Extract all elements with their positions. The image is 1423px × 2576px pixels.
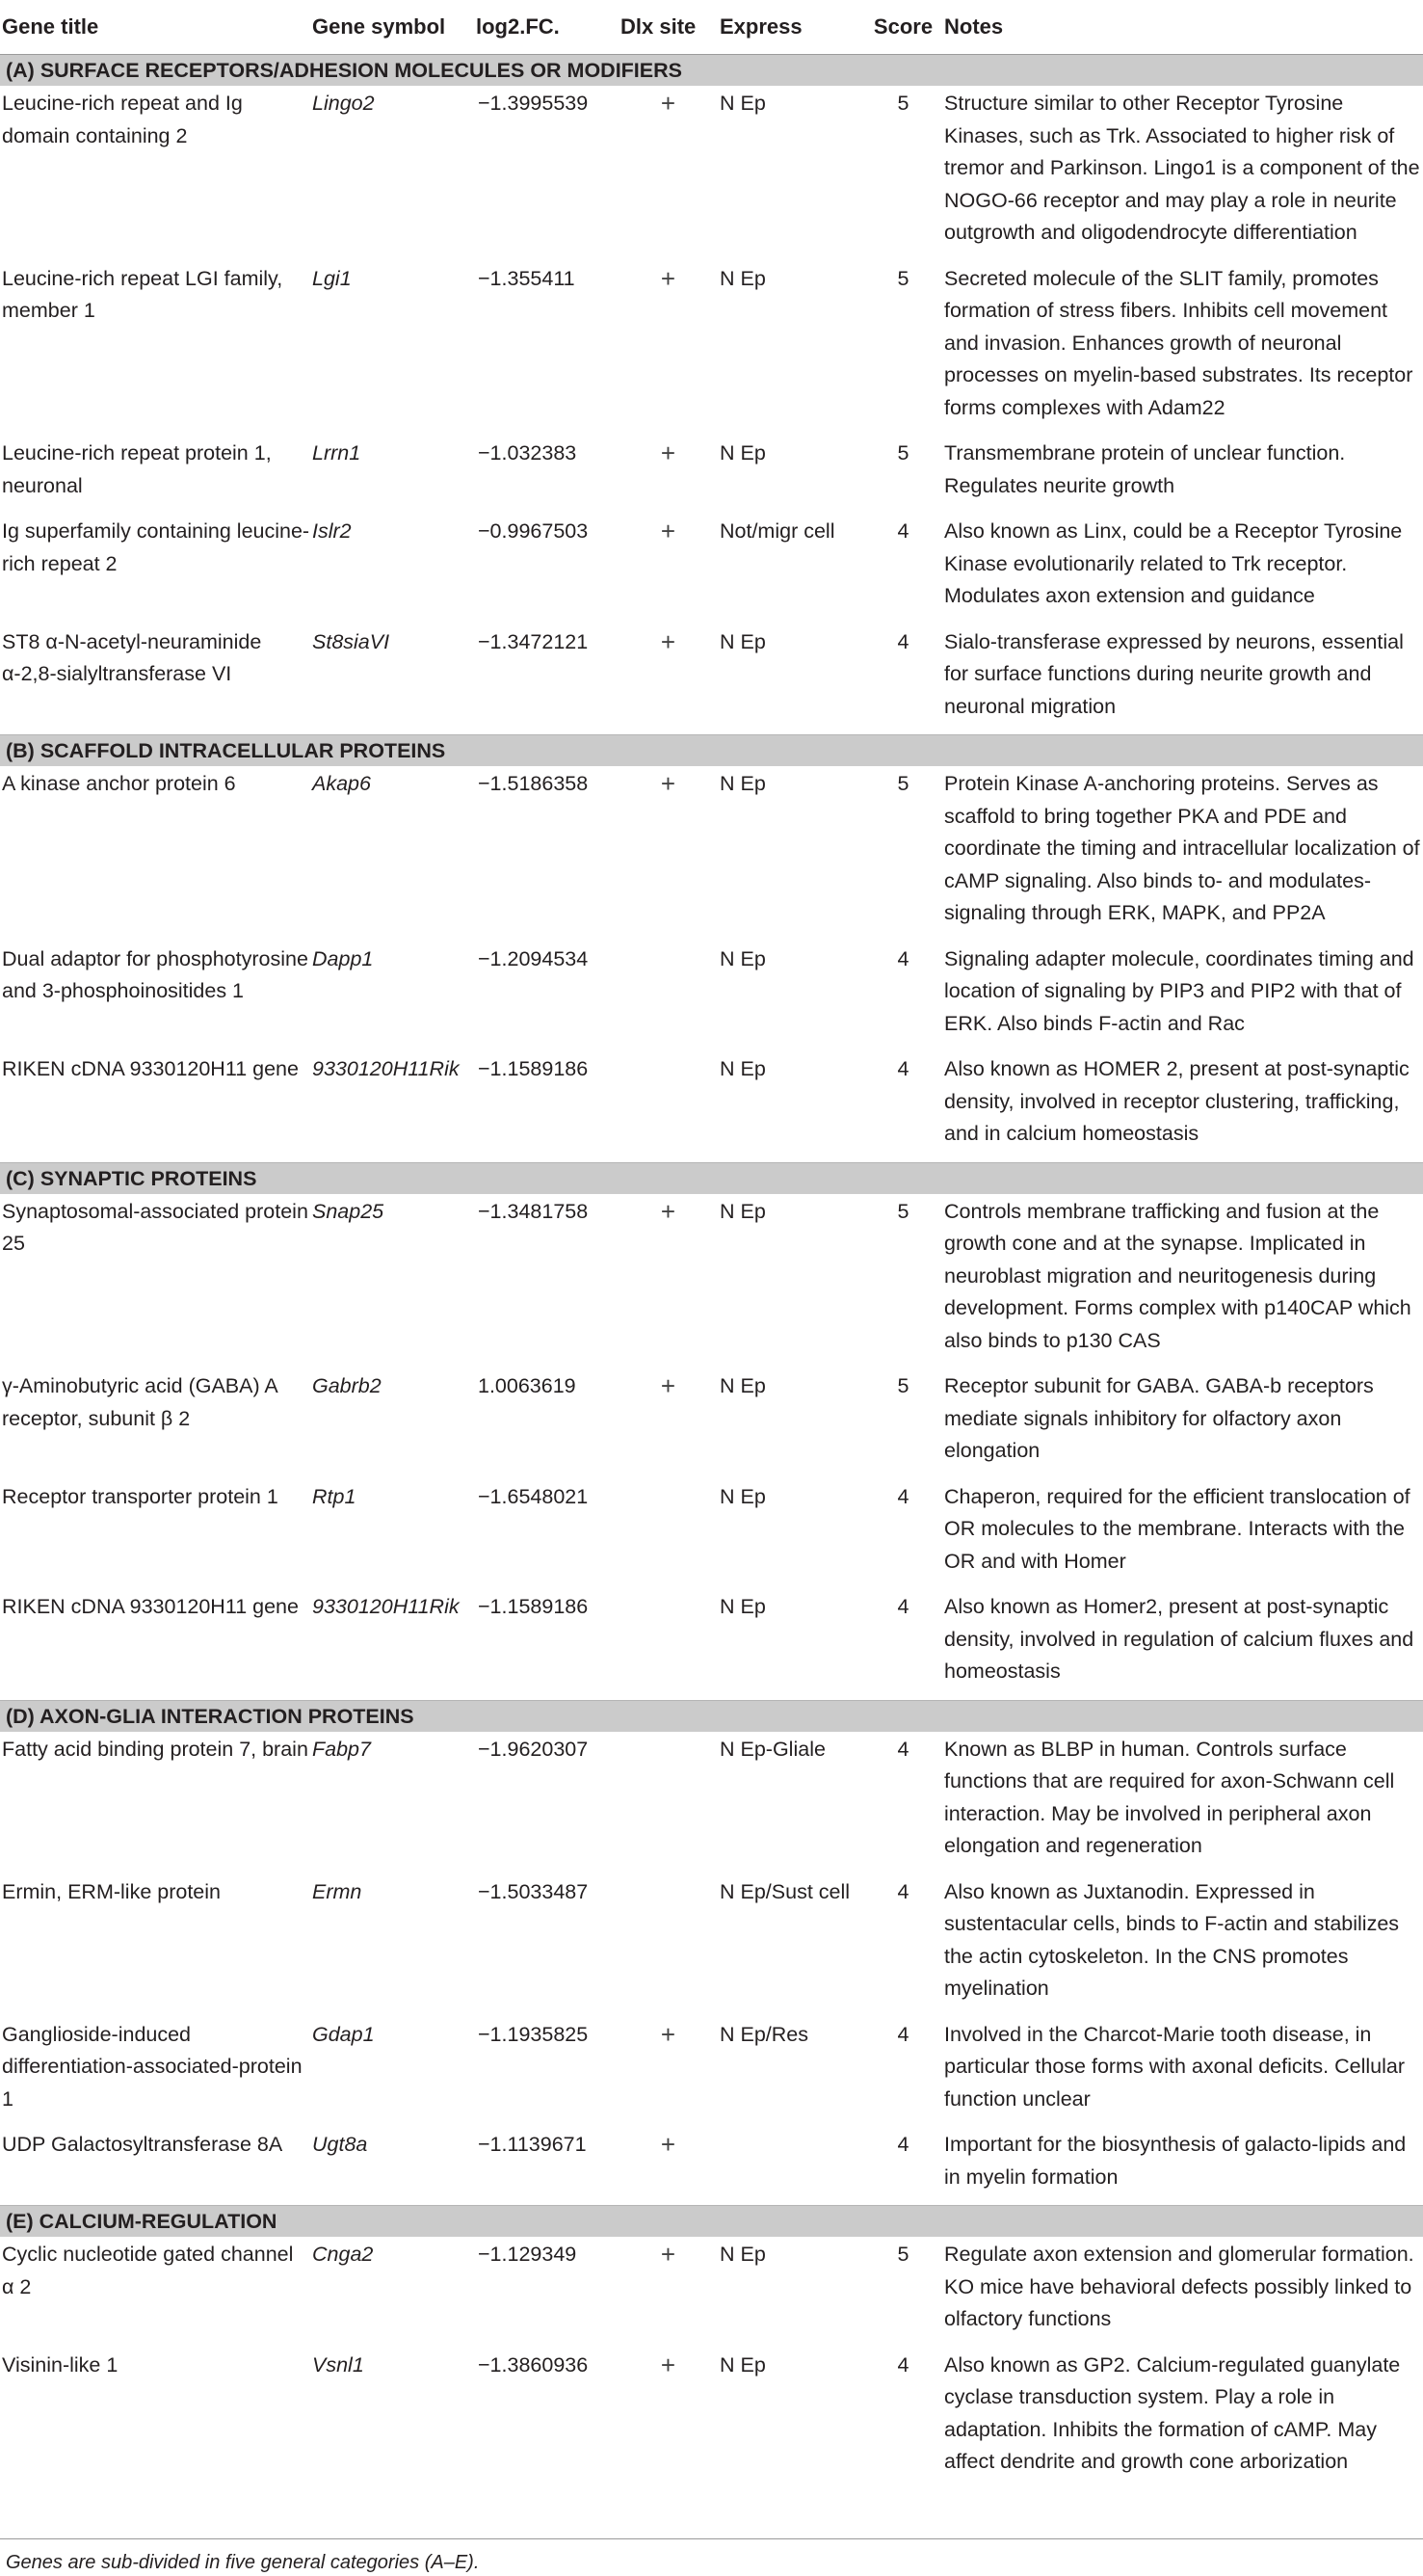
log2fc-cell: −1.9620307 (478, 1737, 589, 1761)
gene-symbol-cell: Akap6 (312, 772, 371, 795)
header-log2fc: log2.FC. (474, 0, 617, 55)
gene-symbol-cell: Ermn (312, 1879, 362, 1903)
gene-title-cell: Fatty acid binding protein 7, brain (2, 1737, 308, 1761)
header-dlx-site: Dlx site (617, 0, 718, 55)
express-cell: N Ep (720, 2243, 766, 2266)
score-cell: 4 (897, 1595, 909, 1618)
table-row (0, 1874, 1423, 2017)
table-row (0, 2017, 1423, 2128)
section-title: (A) SURFACE RECEPTORS/ADHESION MOLECULES OR MODIFIERS (0, 55, 1423, 87)
express-cell: N Ep (720, 1484, 766, 1508)
header-row (0, 0, 1423, 55)
header-gene-symbol: Gene symbol (310, 0, 474, 55)
table-row (0, 624, 1423, 735)
score-cell: 4 (897, 2022, 909, 2046)
header-gene-title: Gene title (0, 0, 310, 55)
table-row (0, 1051, 1423, 1162)
score-cell: 4 (897, 2352, 909, 2377)
notes-cell: Receptor subunit for GABA. GABA-b receptors mediate signals inhibitory for olfactory axon elongation (944, 1374, 1374, 1462)
score-cell: 5 (897, 441, 909, 465)
gene-title-cell: Leucine-rich repeat and Ig domain containing 2 (2, 92, 243, 147)
express-cell (718, 2127, 862, 2206)
score-cell: 4 (897, 1737, 909, 1761)
score-cell: 4 (897, 946, 909, 970)
log2fc-cell: −1.3995539 (478, 92, 589, 115)
dlx-site-cell: + (660, 89, 676, 118)
express-cell: N Ep/Res (720, 2022, 809, 2046)
log2fc-cell: 1.0063619 (478, 1374, 576, 1397)
dlx-site-cell: + (660, 769, 676, 798)
table-row (0, 1194, 1423, 1369)
express-cell: N Ep (720, 772, 766, 795)
express-cell: N Ep/Sust cell (720, 1879, 851, 1903)
log2fc-cell: −1.355411 (478, 266, 575, 290)
table-row (0, 436, 1423, 514)
notes-cell: Regulate axon extension and glomerular formation. KO mice have behavioral defects possibly linked to olfactory functions (944, 2243, 1414, 2330)
gene-symbol-cell: 9330120H11Rik (312, 1057, 460, 1080)
dlx-site-cell: + (660, 517, 676, 545)
express-cell: N Ep (720, 1595, 766, 1618)
dlx-site-cell: + (660, 2350, 676, 2379)
log2fc-cell: −1.032383 (478, 441, 577, 465)
log2fc-cell: −1.5033487 (478, 1879, 589, 1903)
log2fc-cell: −1.6548021 (478, 1484, 589, 1508)
notes-cell: Also known as Linx, could be a Receptor Tyrosine Kinase evolutionarily related to Trk receptor. Modulates axon extension and guidance (944, 519, 1403, 607)
gene-title-cell: Ganglioside-induced differentiation-associated-protein 1 (2, 2022, 303, 2111)
gene-title-cell: Synaptosomal-associated protein 25 (2, 1199, 308, 1255)
gene-symbol-cell: Dapp1 (312, 946, 374, 970)
express-cell: N Ep (720, 2352, 766, 2377)
score-cell: 4 (897, 1057, 909, 1080)
gene-symbol-cell: Islr2 (312, 519, 352, 543)
gene-symbol-cell: Fabp7 (312, 1737, 371, 1761)
dlx-site-cell (617, 942, 718, 1052)
table-row (0, 2348, 1423, 2490)
gene-title-cell: Leucine-rich repeat protein 1, neuronal (2, 441, 272, 497)
table-row (0, 1479, 1423, 1590)
log2fc-cell: −1.1935825 (478, 2022, 589, 2046)
gene-title-cell: Leucine-rich repeat LGI family, member 1 (2, 266, 283, 322)
section-header-row (0, 1162, 1423, 1194)
score-cell: 5 (897, 772, 909, 795)
express-cell: N Ep-Gliale (720, 1737, 826, 1761)
express-cell: N Ep (720, 266, 766, 290)
notes-cell: Protein Kinase A-anchoring proteins. Serves as scaffold to bring together PKA and PDE and coordinate the timing and intracellular localization of cAMP signaling. Also binds to- and modulates-signaling through ERK, MAPK, and PP2A (944, 772, 1420, 924)
table-row (0, 261, 1423, 437)
gene-title-cell: γ-Aminobutyric acid (GABA) A receptor, subunit β 2 (2, 1374, 277, 1430)
dlx-site-cell: + (660, 2019, 676, 2049)
dlx-site-cell (617, 1479, 718, 1590)
dlx-site-cell: + (660, 626, 676, 656)
notes-cell: Also known as Homer2, present at post-synaptic density, involved in regulation of calcium fluxes and homeostasis (944, 1595, 1414, 1683)
header-notes: Notes (942, 0, 1423, 55)
notes-cell: Chaperon, required for the efficient translocation of OR molecules to the membrane. Interacts with the OR and with Homer (944, 1484, 1410, 1573)
score-cell: 5 (897, 1374, 909, 1397)
gene-title-cell: RIKEN cDNA 9330120H11 gene (2, 1057, 299, 1080)
section-title: (B) SCAFFOLD INTRACELLULAR PROTEINS (0, 735, 1423, 767)
notes-cell: Known as BLBP in human. Controls surface functions that are required for axon-Schwann cell interaction. May be involved in peripheral axon elongation and regeneration (944, 1737, 1395, 1857)
log2fc-cell: −1.129349 (478, 2243, 577, 2266)
gene-title-cell: Dual adaptor for phosphotyrosine and 3-phosphoinositides 1 (2, 946, 308, 1002)
section-header-row (0, 55, 1423, 87)
table-row (0, 514, 1423, 624)
gene-symbol-cell: Rtp1 (312, 1484, 356, 1508)
score-cell: 4 (897, 519, 909, 543)
section-header-row (0, 2206, 1423, 2238)
gene-title-cell: ST8 α-N-acetyl-neuraminide α-2,8-sialyltransferase VI (2, 629, 262, 685)
gene-title-cell: Visinin-like 1 (2, 2352, 119, 2377)
gene-title-cell: Ermin, ERM-like protein (2, 1879, 221, 1903)
score-cell: 5 (897, 1199, 909, 1223)
score-cell: 5 (897, 92, 909, 115)
gene-symbol-cell: 9330120H11Rik (312, 1595, 460, 1618)
notes-cell: Also known as Juxtanodin. Expressed in sustentacular cells, binds to F-actin and stabilizes the actin cytoskeleton. In the CNS promotes myelination (944, 1879, 1400, 2000)
gene-symbol-cell: Snap25 (312, 1199, 384, 1223)
gene-symbol-cell: Lgi1 (312, 266, 352, 290)
footer-rule (0, 2538, 1423, 2539)
gene-symbol-cell: Lrrn1 (312, 441, 361, 465)
express-cell: N Ep (720, 92, 766, 115)
express-cell: N Ep (720, 629, 766, 653)
score-cell: 4 (897, 1484, 909, 1508)
gene-symbol-cell: Gdap1 (312, 2022, 375, 2046)
gene-title-cell: Receptor transporter protein 1 (2, 1484, 278, 1508)
gene-symbol-cell: Vsnl1 (312, 2352, 364, 2377)
score-cell: 4 (897, 1879, 909, 1903)
log2fc-cell: −1.5186358 (478, 772, 589, 795)
table-row (0, 942, 1423, 1052)
notes-cell: Signaling adapter molecule, coordinates timing and location of signaling by PIP3 and PIP2 with that of ERK. Also binds F-actin and Rac (944, 946, 1414, 1035)
score-cell: 4 (897, 629, 909, 653)
log2fc-cell: −1.1589186 (478, 1057, 589, 1080)
section-header-row (0, 1700, 1423, 1732)
dlx-site-cell (617, 1732, 718, 1874)
score-cell: 4 (897, 2133, 909, 2156)
notes-cell: Involved in the Charcot-Marie tooth disease, in particular those forms with axonal deficits. Cellular function unclear (944, 2022, 1405, 2111)
dlx-site-cell: + (660, 2240, 676, 2269)
log2fc-cell: −1.1139671 (478, 2133, 587, 2156)
dlx-site-cell: + (660, 263, 676, 293)
section-title: (E) CALCIUM-REGULATION (0, 2206, 1423, 2238)
table-row (0, 2237, 1423, 2348)
log2fc-cell: −0.9967503 (478, 519, 589, 543)
table-row (0, 2127, 1423, 2206)
score-cell: 5 (897, 266, 909, 290)
notes-cell: Important for the biosynthesis of galacto-lipids and in myelin formation (944, 2133, 1407, 2189)
notes-cell: Structure similar to other Receptor Tyrosine Kinases, such as Trk. Associated to higher risk of tremor and Parkinson. Lingo1 is a component of the NOGO-66 receptor and may play a role in neurite outgrowth and oligodendrocyte differentiation (944, 92, 1420, 244)
notes-cell: Also known as GP2. Calcium-regulated guanylate cyclase transduction system. Play a role in adaptation. Inhibits the formation of cAMP. May affect dendrite and growth cone arborization (944, 2352, 1401, 2473)
dlx-site-cell: + (660, 2130, 676, 2159)
log2fc-cell: −1.3481758 (478, 1199, 589, 1223)
log2fc-cell: −1.1589186 (478, 1595, 589, 1618)
gene-symbol-cell: Cnga2 (312, 2243, 374, 2266)
express-cell: N Ep (720, 1057, 766, 1080)
table-row (0, 86, 1423, 261)
log2fc-cell: −1.3860936 (478, 2352, 589, 2377)
log2fc-cell: −1.2094534 (478, 946, 589, 970)
section-title: (D) AXON-GLIA INTERACTION PROTEINS (0, 1700, 1423, 1732)
dlx-site-cell: + (660, 1371, 676, 1400)
gene-title-cell: UDP Galactosyltransferase 8A (2, 2133, 283, 2156)
notes-cell: Also known as HOMER 2, present at post-synaptic density, involved in receptor clustering, trafficking, and in calcium homeostasis (944, 1057, 1410, 1145)
gene-title-cell: Cyclic nucleotide gated channel α 2 (2, 2243, 294, 2298)
log2fc-cell: −1.3472121 (478, 629, 589, 653)
section-header-row (0, 735, 1423, 767)
gene-symbol-cell: St8siaVI (312, 629, 390, 653)
footnote: Genes are sub-divided in five general categories (A–E). (6, 2552, 480, 2573)
gene-symbol-cell: Ugt8a (312, 2133, 368, 2156)
table-row (0, 1589, 1423, 1700)
express-cell: N Ep (720, 1199, 766, 1223)
notes-cell: Sialo-transferase expressed by neurons, essential for surface functions during neurite growth and neuronal migration (944, 629, 1404, 718)
notes-cell: Controls membrane trafficking and fusion at the growth cone and at the synapse. Implicated in neuroblast migration and neuritogenesis during development. Forms complex with p140CAP which also binds to p130 CAS (944, 1199, 1411, 1352)
header-score: Score (862, 0, 942, 55)
gene-symbol-cell: Lingo2 (312, 92, 375, 115)
table-body (0, 55, 1423, 2490)
score-cell: 5 (897, 2243, 909, 2266)
dlx-site-cell (617, 1589, 718, 1700)
gene-title-cell: A kinase anchor protein 6 (2, 772, 236, 795)
notes-cell: Transmembrane protein of unclear function. Regulates neurite growth (944, 441, 1346, 497)
table-row (0, 1732, 1423, 1874)
gene-symbol-cell: Gabrb2 (312, 1374, 382, 1397)
gene-title-cell: Ig superfamily containing leucine-rich repeat 2 (2, 519, 310, 575)
dlx-site-cell (617, 1874, 718, 2017)
express-cell: N Ep (720, 1374, 766, 1397)
dlx-site-cell: + (660, 1196, 676, 1226)
header-express: Express (718, 0, 862, 55)
section-title: (C) SYNAPTIC PROTEINS (0, 1162, 1423, 1194)
express-cell: N Ep (720, 441, 766, 465)
notes-cell: Secreted molecule of the SLIT family, promotes formation of stress fibers. Inhibits cell movement and invasion. Enhances growth of neuronal processes on myelin-based substrates. Its receptor forms complexes with Adam22 (944, 266, 1413, 419)
dlx-site-cell: + (660, 438, 676, 467)
express-cell: N Ep (720, 946, 766, 970)
table-row (0, 766, 1423, 942)
table-row (0, 1368, 1423, 1479)
express-cell: Not/migr cell (720, 519, 835, 543)
dlx-site-cell (617, 1051, 718, 1162)
gene-title-cell: RIKEN cDNA 9330120H11 gene (2, 1595, 299, 1618)
